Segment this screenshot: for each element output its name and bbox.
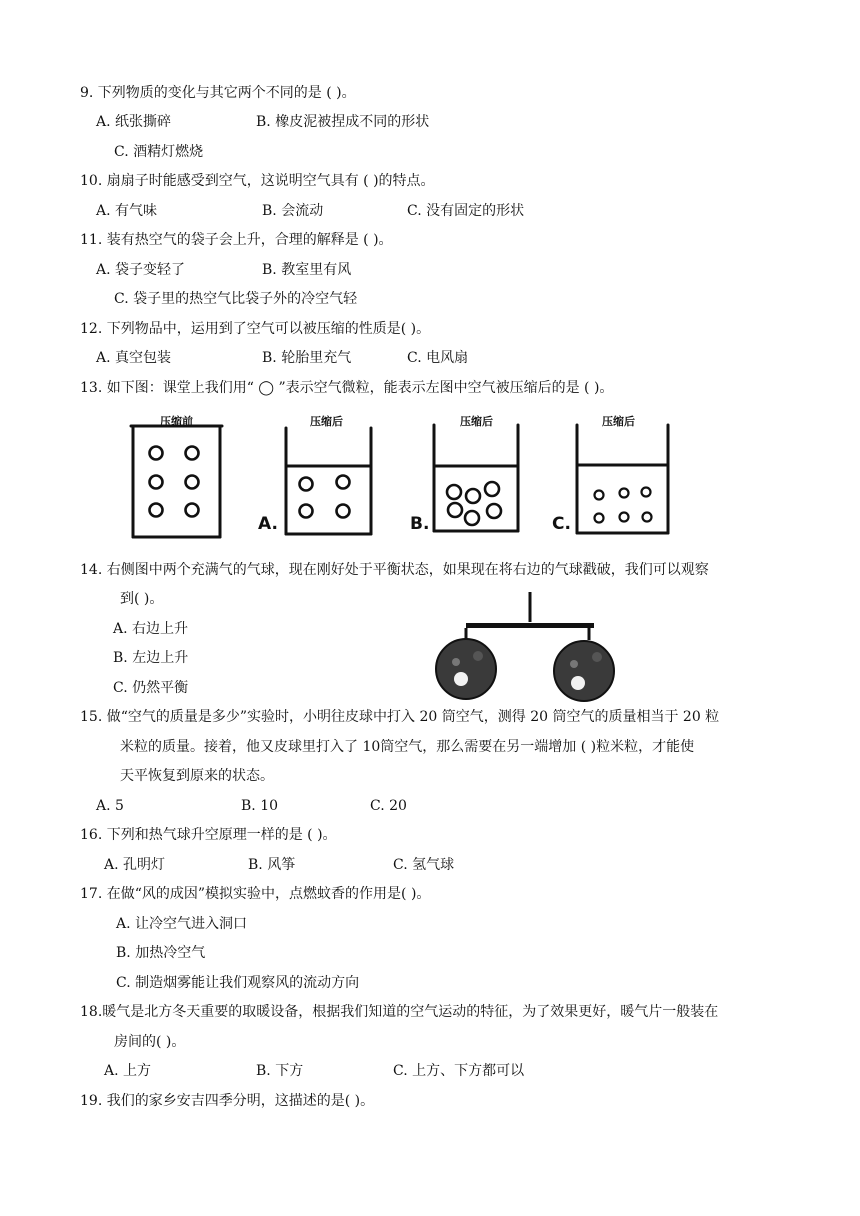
question-10-option-c[interactable]: C. 没有固定的形状: [407, 203, 525, 219]
label-before: 压缩前: [160, 415, 193, 428]
question-12-option-a[interactable]: A. 真空包装: [96, 350, 172, 366]
question-15-option-c[interactable]: C. 20: [370, 798, 407, 814]
container-c: [577, 425, 668, 533]
question-17-option-c[interactable]: C. 制造烟雾能让我们观察风的流动方向: [116, 975, 360, 991]
particles-a: [300, 476, 350, 518]
balloon-balance-figure: [436, 592, 614, 701]
question-15-stem-line2: 米粒的质量。接着，他又皮球里打入了 10筒空气，那么需要在另一端增加 ( )粒米粒，才能使: [120, 739, 695, 755]
question-16-stem: 16. 下列和热气球升空原理一样的是 ( )。: [80, 827, 337, 843]
question-18-stem-line2: 房间的( )。: [114, 1034, 186, 1050]
question-9-option-c[interactable]: C. 酒精灯燃烧: [114, 144, 204, 160]
question-14-option-b[interactable]: B. 左边上升: [113, 650, 189, 666]
question-18-stem-line1: 18.暖气是北方冬天重要的取暖设备，根据我们知道的空气运动的特征，为了效果更好，暖气片一般装在: [80, 1004, 719, 1020]
question-16-option-a[interactable]: A. 孔明灯: [104, 857, 166, 873]
container-a: [286, 428, 371, 534]
figure-option-a[interactable]: A.: [258, 514, 278, 534]
figure-option-b[interactable]: B.: [410, 514, 430, 534]
question-9-stem: 9. 下列物质的变化与其它两个不同的是 ( )。: [80, 85, 356, 101]
particles-b: [447, 482, 501, 525]
label-c-after: 压缩后: [602, 415, 635, 428]
question-14-stem-line2: 到( )。: [120, 591, 164, 607]
question-15-option-b[interactable]: B. 10: [241, 798, 279, 814]
question-9-option-a[interactable]: A. 纸张撕碎: [96, 114, 172, 130]
label-a-after: 压缩后: [310, 415, 343, 428]
label-b-after: 压缩后: [460, 415, 493, 428]
left-balloon: [436, 639, 496, 699]
question-15-stem-line3: 天平恢复到原来的状态。: [120, 768, 274, 784]
particles-before: [150, 447, 199, 517]
question-19-stem: 19. 我们的家乡安吉四季分明，这描述的是( )。: [80, 1093, 375, 1109]
question-9-option-b[interactable]: B. 橡皮泥被捏成不同的形状: [256, 114, 430, 130]
question-11-option-c[interactable]: C. 袋子里的热空气比袋子外的冷空气轻: [114, 291, 358, 307]
question-17-option-a[interactable]: A. 让冷空气进入洞口: [116, 916, 248, 932]
question-16-option-c[interactable]: C. 氢气球: [393, 857, 455, 873]
question-12-option-b[interactable]: B. 轮胎里充气: [262, 350, 352, 366]
question-10-stem: 10. 扇扇子时能感受到空气，这说明空气具有 ( )的特点。: [80, 173, 435, 189]
question-16-option-b[interactable]: B. 风筝: [248, 857, 296, 873]
question-14-option-c[interactable]: C. 仍然平衡: [113, 680, 189, 696]
container-before: [131, 426, 222, 537]
right-balloon: [554, 641, 614, 701]
question-11-option-b[interactable]: B. 教室里有风: [262, 262, 352, 278]
question-17-option-b[interactable]: B. 加热冷空气: [116, 945, 206, 961]
container-b: [434, 425, 518, 531]
question-18-option-a[interactable]: A. 上方: [104, 1063, 152, 1079]
question-18-option-b[interactable]: B. 下方: [256, 1063, 304, 1079]
question-15-option-a[interactable]: A. 5: [96, 798, 124, 814]
question-14-option-a[interactable]: A. 右边上升: [113, 621, 189, 637]
question-13-stem: 13. 如下图：课堂上我们用“ ◯ ”表示空气微粒，能表示左图中空气被压缩后的是 ( )。: [80, 380, 614, 396]
figure-option-c[interactable]: C.: [552, 514, 571, 534]
question-10-option-b[interactable]: B. 会流动: [262, 203, 324, 219]
question-15-stem-line1: 15. 做“空气的质量是多少”实验时，小明往皮球中打入 20 筒空气，测得 20 筒空气的质量相当于 20 粒: [80, 709, 720, 725]
question-11-stem: 11. 装有热空气的袋子会上升，合理的解释是 ( )。: [80, 232, 393, 248]
question-10-option-a[interactable]: A. 有气味: [96, 203, 158, 219]
question-14-stem-line1: 14. 右侧图中两个充满气的气球，现在刚好处于平衡状态，如果现在将右边的气球戳破，我们可以观察: [80, 562, 709, 578]
question-18-option-c[interactable]: C. 上方、下方都可以: [393, 1063, 525, 1079]
question-12-stem: 12. 下列物品中，运用到了空气可以被压缩的性质是( )。: [80, 321, 431, 337]
particles-c: [595, 488, 652, 523]
question-12-option-c[interactable]: C. 电风扇: [407, 350, 469, 366]
question-11-option-a[interactable]: A. 袋子变轻了: [96, 262, 186, 278]
question-17-stem: 17. 在做“风的成因”模拟实验中，点燃蚊香的作用是( )。: [80, 886, 431, 902]
